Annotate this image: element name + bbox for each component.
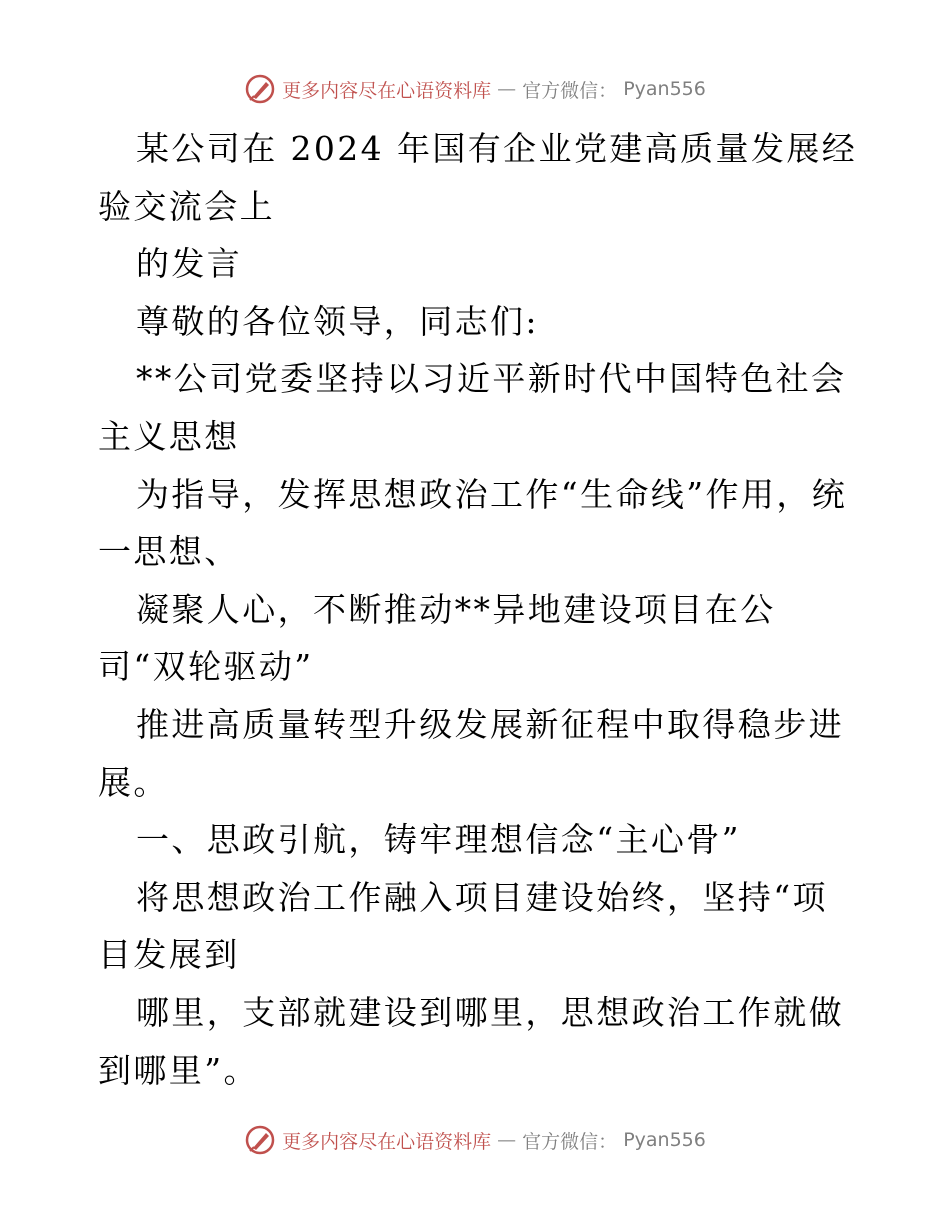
paragraph-body: 推进高质量转型升级发展新征程中取得稳步进展。 bbox=[98, 704, 844, 802]
quill-pen-seal-icon bbox=[244, 1124, 276, 1156]
watermark-wechat-label: 官方微信： bbox=[522, 1130, 618, 1153]
section-heading: 一、思政引航，铸牢理想信念“主心骨” bbox=[136, 820, 741, 860]
quill-pen-seal-icon bbox=[244, 73, 276, 105]
watermark-wechat-account: Pyan556 bbox=[623, 1129, 706, 1151]
watermark-site-text: 更多内容尽在心语资料库 bbox=[282, 79, 492, 102]
watermark-separator: — bbox=[497, 1129, 517, 1151]
paragraph-body: 哪里，支部就建设到哪里，思想政治工作就做到哪里”。 bbox=[98, 992, 844, 1090]
document-body bbox=[98, 120, 858, 1099]
paragraph-body: 为指导，发挥思想政治工作“生命线”作用，统一思想、 bbox=[98, 474, 848, 572]
paragraph-body: **公司党委坚持以习近平新时代中国特色社会主义思想 bbox=[98, 359, 847, 456]
watermark-site-text: 更多内容尽在心语资料库 bbox=[282, 1130, 492, 1153]
paragraph-title-line: 某公司在 2024 年国有企业党建高质量发展经验交流会上 bbox=[98, 129, 858, 226]
paragraph-title-suffix: 的发言 bbox=[136, 244, 243, 284]
footer-watermark bbox=[0, 1124, 950, 1156]
watermark-separator: — bbox=[497, 78, 517, 100]
paragraph-body: 将思想政治工作融入项目建设始终，坚持“项目发展到 bbox=[98, 877, 828, 975]
watermark-wechat-account: Pyan556 bbox=[623, 78, 706, 100]
paragraph-body: 凝聚人心，不断推动**异地建设项目在公司“双轮驱动” bbox=[98, 589, 776, 687]
header-watermark bbox=[0, 73, 950, 105]
paragraph-salutation: 尊敬的各位领导，同志们: bbox=[136, 301, 539, 341]
watermark-wechat-label: 官方微信： bbox=[522, 79, 618, 102]
